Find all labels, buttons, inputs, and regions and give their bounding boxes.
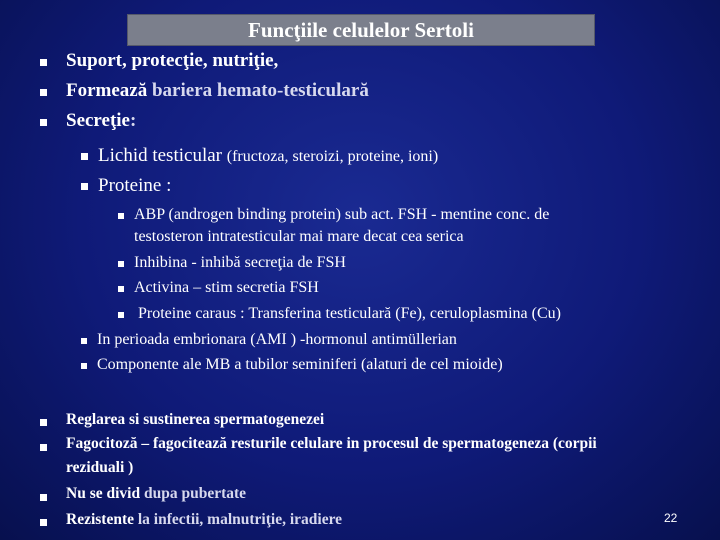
protein-item-3: Activina – stim secretia FSH xyxy=(134,279,319,296)
bottom-item-1 xyxy=(66,411,324,429)
bottom-item-2-cont xyxy=(66,459,133,477)
bottom-item-4 xyxy=(66,511,342,529)
protein-item-1-cont: testosteron intratesticular mai mare decat cea serica xyxy=(134,228,464,245)
other-item-2: Componente ale MB a tubilor seminiferi (alaturi de cel mioide) xyxy=(97,356,503,373)
top-item-2-highlight: bariera hemato-testiculară xyxy=(151,80,369,101)
secretion-item-1 xyxy=(98,145,438,167)
bottom-item-3-highlight: dupa pubertate xyxy=(143,485,247,502)
bullet-square-icon xyxy=(40,89,47,96)
bullet-square-icon xyxy=(118,213,124,219)
bottom-item-4-text: Rezistente xyxy=(66,511,138,528)
top-item-3-text: Secreţie xyxy=(66,110,130,131)
bullet-square-icon xyxy=(40,419,47,426)
bullet-square-icon xyxy=(40,494,47,501)
bullet-square-icon xyxy=(118,261,124,267)
bottom-item-2-text: Fagocitoză – fagocitează resturile celulare in procesul de spermatogeneza (corpii xyxy=(66,435,597,452)
secretion-item-2-main: Proteine : xyxy=(98,175,172,196)
protein-item-4: Proteine caraus : Transferina testiculară (Fe), ceruloplasmina (Cu) xyxy=(138,305,561,322)
bullet-square-icon xyxy=(81,153,88,160)
bullet-square-icon xyxy=(118,312,124,318)
bottom-item-4-highlight: la infectii, malnutriţie, iradiere xyxy=(137,511,343,528)
bullet-square-icon xyxy=(118,286,124,292)
protein-item-1: ABP (androgen binding protein) sub act. FSH - mentine conc. de xyxy=(134,206,550,223)
slide-title: Funcţiile celulelor Sertoli xyxy=(127,14,595,46)
page-number: 22 xyxy=(664,511,678,525)
bullet-square-icon xyxy=(81,338,87,344)
top-item-3 xyxy=(66,110,136,132)
bullet-square-icon xyxy=(40,59,47,66)
bullet-square-icon xyxy=(40,444,47,451)
top-item-2 xyxy=(66,80,369,102)
top-item-1-text: Suport, protecţie, nutriţie, xyxy=(66,50,279,71)
bottom-item-2-cont-text: reziduali ) xyxy=(66,459,134,476)
bullet-square-icon xyxy=(81,183,88,190)
bottom-item-3-text: Nu se divid xyxy=(66,485,144,502)
protein-item-2: Inhibina - inhibă secreţia de FSH xyxy=(134,254,346,271)
other-item-1: In perioada embrionara (AMI ) -hormonul antimüllerian xyxy=(97,331,457,348)
secretion-item-1-detail: (fructoza, steroizi, proteine, ioni) xyxy=(226,148,439,165)
bottom-item-1-text: Reglarea si sustinerea spermatogenezei xyxy=(66,411,325,428)
bullet-square-icon xyxy=(40,119,47,126)
top-item-2-text: Formează xyxy=(66,80,152,101)
secretion-item-2 xyxy=(98,175,171,197)
top-item-1 xyxy=(66,50,278,72)
bullet-square-icon xyxy=(81,363,87,369)
bottom-item-2 xyxy=(66,435,597,453)
bottom-item-3 xyxy=(66,485,246,503)
top-item-3-highlight: : xyxy=(130,110,137,131)
secretion-item-1-main: Lichid testicular xyxy=(98,145,227,166)
bullet-square-icon xyxy=(40,519,47,526)
